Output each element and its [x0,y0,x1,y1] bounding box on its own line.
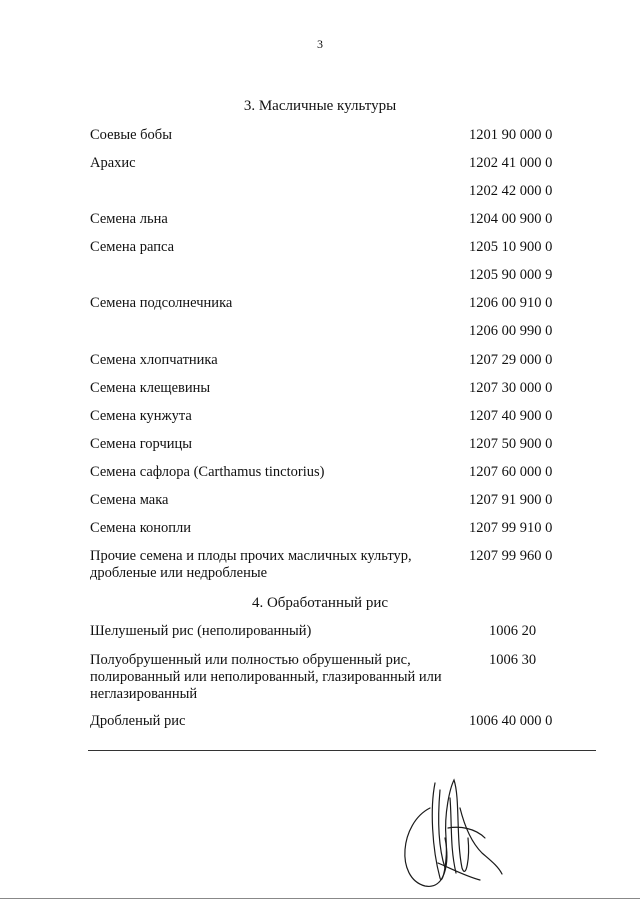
crop-code: 1206 00 990 0 [469,323,553,339]
rice-code: 1006 40 000 0 [469,713,553,729]
rice-name: Шелушеный рис (неполированный) [90,623,312,639]
rice-name: Полуобрушенный или полностью обрушенный рис, полированный или неполированный, глазированный или неглазированный [90,652,442,702]
crop-name: Семена конопли [90,520,192,536]
signature-icon [390,768,510,893]
crop-code: 1202 42 000 0 [469,183,553,199]
rice-code: 1006 20 [489,623,537,639]
crop-name: Семена мака [90,492,169,508]
crop-code: 1207 50 900 0 [469,436,553,452]
crop-code: 1207 60 000 0 [469,464,553,480]
crop-code: 1201 90 000 0 [469,127,553,143]
crop-code: 1204 00 900 0 [469,211,553,227]
bottom-rule [88,750,596,751]
crop-code: 1207 40 900 0 [469,408,553,424]
crop-code: 1207 29 000 0 [469,352,553,368]
crop-name: Семена горчицы [90,436,192,452]
crop-code: 1207 30 000 0 [469,380,553,396]
crop-name: Семена сафлора (Carthamus tinctorius) [90,464,325,480]
rice-name: Дробленый рис [90,713,186,729]
crop-name: Семена рапса [90,239,175,255]
page-edge [0,898,640,899]
crop-code: 1207 99 960 0 [469,548,553,564]
crop-code: 1206 00 910 0 [469,295,553,311]
crop-code: 1205 90 000 9 [469,267,553,283]
rice-code: 1006 30 [489,652,537,668]
crop-name: Соевые бобы [90,127,172,143]
crop-code: 1207 91 900 0 [469,492,553,508]
crop-code: 1207 99 910 0 [469,520,553,536]
section-title-oilseeds: 3. Масличные культуры [243,98,397,114]
crop-name: Семена хлопчатника [90,352,218,368]
crop-code: 1205 10 900 0 [469,239,553,255]
crop-name: Семена льна [90,211,168,227]
page-number: 3 [317,37,323,51]
crop-name: Семена кунжута [90,408,192,424]
crop-code: 1202 41 000 0 [469,155,553,171]
crop-name: Семена клещевины [90,380,211,396]
crop-name: Арахис [90,155,136,171]
crop-name: Прочие семена и плоды прочих масличных культур, дробленые или недробленые [90,548,412,581]
crop-name: Семена подсолнечника [90,295,233,311]
section-title-processed-rice: 4. Обработанный рис [251,595,389,611]
